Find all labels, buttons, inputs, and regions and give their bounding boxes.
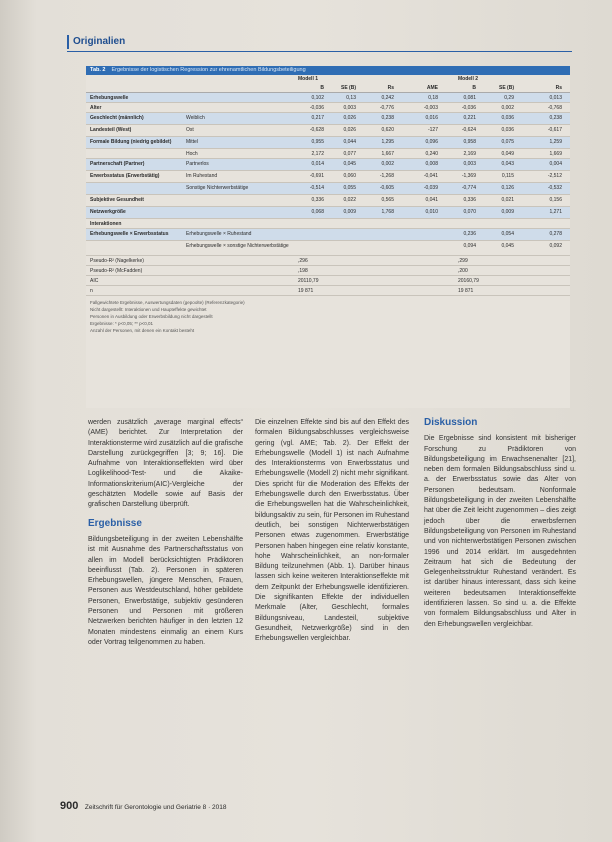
table-cell: 0,102 bbox=[311, 95, 324, 101]
table-cell: -0,628 bbox=[309, 127, 324, 133]
table-cell: -0,768 bbox=[547, 105, 562, 111]
table-cell: 0,060 bbox=[343, 173, 356, 179]
row-label: Erhebungswelle × Erwerbsstatus bbox=[90, 231, 169, 237]
model-header bbox=[86, 75, 570, 83]
table-cell: -0,774 bbox=[461, 185, 476, 191]
table-cell: -0,003 bbox=[423, 105, 438, 111]
table-cell: 0,045 bbox=[501, 243, 514, 249]
table-row bbox=[86, 137, 570, 149]
page-footer bbox=[60, 800, 227, 812]
table-cell: 0,036 bbox=[501, 127, 514, 133]
fit-value-model1: ,198 bbox=[298, 268, 308, 274]
model2-header: Modell 2 bbox=[458, 76, 479, 82]
paragraph: werden zusätzlich „average marginal effects“ (AME) berichtet. Zur Interpretation der Interaktionsterme wird zusätzlich auf die grafische Darstellung zurückgegriffen [3; 9; 16]. Die Aufnahme von Interaktionseffekten wird über Loglikelihood-Test- und die Akaike-Informationskriterium(AIC)-Vergleiche der geschätzten Modelle sowie auf Basis der grafischen Darstellung überprüft. bbox=[88, 419, 243, 509]
table-cell: 0,217 bbox=[311, 115, 324, 121]
table-cell: 0,236 bbox=[463, 231, 476, 237]
table-row bbox=[86, 229, 570, 241]
fit-row bbox=[86, 256, 570, 266]
table-cell: -127 bbox=[427, 127, 438, 133]
table-cell: -0,624 bbox=[461, 127, 476, 133]
table-cell: -0,691 bbox=[309, 173, 324, 179]
table-cell: 0,126 bbox=[501, 185, 514, 191]
paragraph: Die einzelnen Effekte sind bis auf den Effekt des formalen Bildungsabschlusses vergleichsweise gering (vgl. AME; Tab. 2). Der Effekt der Erhebungswelle (Modell 1) ist nach Aufnahme des Interaktionsterms von Erwerbsstatus und Erhebungswelle (Modell 2) nicht mehr signifikant. Dies spricht für die Moderation des Effekts der Erhebungswelle durch den Erwerbsstatus. Über die Erhebungswellen hat die Wahrscheinlichkeit, bildungsaktiv zu sein, für Personen im Ruhestand deutlich, bei sonstigen Nichterwerbstätigen Personen etwas zugenommen. Erwerbstätige Personen haben hingegen eine relativ konstante, hohe Wahrscheinlichkeit, an non-formaler Bildung teilzunehmen (Abb. 1). Darüber hinaus lassen sich keine weiteren Interaktionseffekte mit dem Zeitpunkt der Erhebungswelle identifizieren. Die signifikanten Effekte der individuellen Merkmale (Alter, Geschlecht, formales Bildungsniveau, Landesteil, subjektive Gesundheit, Netzwerkgröße) sind in den Erhebungswellen vergleichbar. bbox=[255, 419, 409, 643]
paragraph: Bildungsbeteiligung in der zweiten Lebenshälfte ist mit Ausnahme des Partnerschaftsstatus von allen im Modell berücksichtigten Prädiktoren beeinflusst (Tab. 2). Personen in späteren Erhebungswellen, jüngere Menschen, Frauen, Personen aus Westdeutschland, höher gebildete Personen, Erwerbstätige, subjektiv gesünderen Personen und Personen mit größeren Netzwerken berichten häufiger in den letzten 12 Monaten mindestens einmalig an einem Kurs oder Vortrag teilgenommen zu haben. bbox=[88, 535, 243, 646]
table-note: Personen in Ausbildung oder Erwerbsbildung nicht dargestellt bbox=[90, 314, 213, 319]
table-cell: 1,667 bbox=[381, 151, 394, 157]
table-cell: -0,617 bbox=[547, 127, 562, 133]
table-cell: -0,514 bbox=[309, 185, 324, 191]
column-header-cell: Rs bbox=[387, 85, 394, 91]
table-row bbox=[86, 219, 570, 229]
table-row bbox=[86, 113, 570, 125]
text-column-1 bbox=[88, 418, 243, 652]
fit-statistics bbox=[86, 256, 570, 296]
row-category: Hoch bbox=[186, 151, 198, 157]
table-row bbox=[86, 125, 570, 137]
table-cell: 0,070 bbox=[463, 209, 476, 215]
header-rule bbox=[67, 51, 572, 52]
table-cell: -2,512 bbox=[547, 173, 562, 179]
row-category: Partnerlos bbox=[186, 161, 209, 167]
table-cell: 0,009 bbox=[501, 209, 514, 215]
fit-value-model2: ,299 bbox=[458, 258, 468, 264]
table-note: Ergebnisse: * p<0,05; ** p<0,01 bbox=[90, 321, 154, 326]
table-cell: 0,026 bbox=[343, 115, 356, 121]
fit-label: Pseudo-R² (McFadden) bbox=[90, 268, 143, 274]
table-cell: 0,092 bbox=[549, 243, 562, 249]
section-label: Originalien bbox=[67, 35, 133, 49]
table-cell: 0,003 bbox=[463, 161, 476, 167]
row-category: Ost bbox=[186, 127, 194, 133]
table-cell: 0,221 bbox=[463, 115, 476, 121]
table-caption bbox=[86, 66, 570, 75]
row-label: Formale Bildung (niedrig gebildet) bbox=[90, 139, 172, 145]
fit-label: AIC bbox=[90, 278, 99, 284]
column-header bbox=[86, 83, 570, 93]
fit-value-model1: ,296 bbox=[298, 258, 308, 264]
table-cell: 0,026 bbox=[343, 127, 356, 133]
heading-diskussion: Diskussion bbox=[424, 417, 478, 428]
table-cell: 0,075 bbox=[501, 139, 514, 145]
fit-row bbox=[86, 286, 570, 296]
table-cell: 1,768 bbox=[381, 209, 394, 215]
row-category: Erhebungswelle × sonstige Nichterwerbstätige bbox=[186, 243, 289, 249]
table-cell: 0,022 bbox=[343, 197, 356, 203]
table-cell: 0,18 bbox=[428, 95, 438, 101]
table-cell: 0,021 bbox=[501, 197, 514, 203]
table-cell: 0,240 bbox=[425, 151, 438, 157]
table-cell: 0,010 bbox=[425, 209, 438, 215]
table-cell: -0,532 bbox=[547, 185, 562, 191]
table-cell: -1,268 bbox=[379, 173, 394, 179]
table-cell: 0,008 bbox=[425, 161, 438, 167]
table-caption-text: Ergebnisse der logistischen Regression zur ehrenamtlichen Bildungsbeteiligung bbox=[111, 67, 306, 73]
column-header-cell: B bbox=[472, 85, 476, 91]
table-cell: 0,049 bbox=[501, 151, 514, 157]
table-row bbox=[86, 93, 570, 103]
table-cell: 0,013 bbox=[549, 95, 562, 101]
column-header-cell: SE (B) bbox=[341, 85, 356, 91]
table-cell: 0,002 bbox=[501, 105, 514, 111]
table-cell: 0,081 bbox=[463, 95, 476, 101]
table-cell: 2,172 bbox=[311, 151, 324, 157]
fit-value-model1: 20110,79 bbox=[298, 278, 319, 284]
fit-label: n bbox=[90, 288, 93, 294]
row-label: Subjektive Gesundheit bbox=[90, 197, 144, 203]
table-cell: -0,776 bbox=[379, 105, 394, 111]
table-cell: 0,004 bbox=[549, 161, 562, 167]
table-cell: 0,336 bbox=[311, 197, 324, 203]
table-row bbox=[86, 195, 570, 207]
paragraph: Die Ergebnisse sind konsistent mit bisheriger Forschung zu Prädiktoren von Bildungsbeteiligung im Erwachsenenalter [21], neben dem formalen Bildungsabschluss sind u. a. der Erwerbsstatus sowie das Alter von Personen bedeutsam. Nonformale Bildungsbeteiligung in der zweiten Lebenshälfte hat über die Zeit leicht zugenommen – dies zeigt jedoch über die erwerbsfernen Bildungsbeteiligung von Personen im Ruhestand und von nichterwerbstätigen Personen zwischen 1996 und 2014 erklärt. Im ausgedehnten Zeitraum hat sich die Bedeutung der Gelegenheitsstruktur Ruhestand verändert. Es ist darüber hinaus interessant, dass sich keine weiteren bedeutsamen Interaktionseffekte identifizieren lassen. So sind u. a. die Effekte von formalem Bildungsabschluss und Alter in den Erhebungswellen vergleichbar. bbox=[424, 435, 576, 628]
table-row bbox=[86, 207, 570, 219]
table-row bbox=[86, 159, 570, 171]
table-cell: 0,036 bbox=[501, 115, 514, 121]
table-cell: 0,002 bbox=[381, 161, 394, 167]
row-category: Erhebungswelle × Ruhestand bbox=[186, 231, 252, 237]
table-row bbox=[86, 241, 570, 256]
column-header-cell: AME bbox=[426, 85, 438, 91]
row-category: Mittel bbox=[186, 139, 198, 145]
row-category: Sonstige Nichterwerbstätige bbox=[186, 185, 249, 191]
column-header-cell: Rs bbox=[555, 85, 562, 91]
table-cell: -0,039 bbox=[423, 185, 438, 191]
fit-row bbox=[86, 266, 570, 276]
table-cell: -0,036 bbox=[461, 105, 476, 111]
table-cell: 0,958 bbox=[463, 139, 476, 145]
row-label: Alter bbox=[90, 105, 102, 111]
text-column-2 bbox=[255, 418, 409, 649]
table-cell: -1,369 bbox=[461, 173, 476, 179]
table-caption-label: Tab. 2 bbox=[90, 67, 106, 73]
table-row bbox=[86, 171, 570, 183]
table-cell: 0,620 bbox=[381, 127, 394, 133]
table-cell: 0,115 bbox=[501, 173, 514, 179]
fit-value-model2: 19 871 bbox=[458, 288, 474, 294]
table-cell: 0,068 bbox=[311, 209, 324, 215]
table-cell: 0,29 bbox=[504, 95, 514, 101]
table-row bbox=[86, 183, 570, 195]
table-cell: 0,055 bbox=[343, 185, 356, 191]
table-cell: 0,238 bbox=[549, 115, 562, 121]
table-cell: 0,242 bbox=[381, 95, 394, 101]
table-cell: 0,016 bbox=[425, 115, 438, 121]
table-notes bbox=[86, 296, 570, 334]
table-cell: 0,041 bbox=[425, 197, 438, 203]
table-cell: 0,077 bbox=[343, 151, 356, 157]
table-cell: 0,014 bbox=[311, 161, 324, 167]
page-number: 900 bbox=[60, 800, 79, 812]
table-cell: -0,041 bbox=[423, 173, 438, 179]
row-label: Geschlecht (männlich) bbox=[90, 115, 144, 121]
table-row bbox=[86, 103, 570, 113]
table-cell: 0,955 bbox=[311, 139, 324, 145]
row-label: Erhebungswelle bbox=[90, 95, 129, 101]
table-cell: 2,169 bbox=[463, 151, 476, 157]
fit-value-model2: ,200 bbox=[458, 268, 468, 274]
table-cell: 0,045 bbox=[343, 161, 356, 167]
table-note: Anzahl der Personen, mit denen ein Kontakt besteht bbox=[90, 328, 195, 333]
heading-ergebnisse: Ergebnisse bbox=[88, 517, 142, 529]
table-note: Fallgewichtete Ergebnisse, Auswertungsdaten (gepoolte) (Referenzkategorie) bbox=[90, 300, 245, 305]
row-label: Partnerschaft (Partner) bbox=[90, 161, 145, 167]
fit-label: Pseudo-R² (Nagelkerke) bbox=[90, 258, 144, 264]
column-header-cell: B bbox=[320, 85, 324, 91]
fit-value-model1: 19 871 bbox=[298, 288, 314, 294]
table-cell: 0,13 bbox=[346, 95, 356, 101]
table-note: Nicht dargestellt: Interaktionen und Haupteffekte gewichtet bbox=[90, 307, 207, 312]
row-label: Erwerbsstatus (Erwerbstätig) bbox=[90, 173, 160, 179]
journal-title: Zeitschrift für Gerontologie und Geriatrie 8 · 2018 bbox=[84, 804, 227, 811]
table-cell: 0,003 bbox=[343, 105, 356, 111]
fit-row bbox=[86, 276, 570, 286]
table-cell: 0,096 bbox=[425, 139, 438, 145]
table-cell: 0,044 bbox=[343, 139, 356, 145]
table-cell: 0,565 bbox=[381, 197, 394, 203]
model1-header: Modell 1 bbox=[298, 76, 319, 82]
table-cell: 1,669 bbox=[549, 151, 562, 157]
table-body bbox=[86, 93, 570, 256]
row-label: Netzwerkgröße bbox=[90, 209, 126, 215]
table-cell: 0,156 bbox=[549, 197, 562, 203]
column-header-cell: SE (B) bbox=[499, 85, 514, 91]
fit-value-model2: 20160,79 bbox=[458, 278, 479, 284]
table-cell: -0,605 bbox=[379, 185, 394, 191]
table-cell: 0,238 bbox=[381, 115, 394, 121]
table-cell: 0,054 bbox=[501, 231, 514, 237]
row-category: Weiblich bbox=[186, 115, 205, 121]
row-label: Interaktionen bbox=[90, 221, 122, 227]
table-cell: 0,094 bbox=[463, 243, 476, 249]
table-cell: 1,295 bbox=[381, 139, 394, 145]
row-category: Im Ruhestand bbox=[186, 173, 218, 179]
table-cell: 0,278 bbox=[549, 231, 562, 237]
table-cell: 1,259 bbox=[549, 139, 562, 145]
table-cell: 0,336 bbox=[463, 197, 476, 203]
table-cell: -0,036 bbox=[309, 105, 324, 111]
table-cell: 0,043 bbox=[501, 161, 514, 167]
regression-table bbox=[86, 66, 570, 408]
table-row bbox=[86, 149, 570, 159]
table-cell: 0,009 bbox=[343, 209, 356, 215]
row-label: Landesteil (West) bbox=[90, 127, 132, 133]
text-column-3 bbox=[424, 418, 576, 634]
table-cell: 1,271 bbox=[549, 209, 562, 215]
